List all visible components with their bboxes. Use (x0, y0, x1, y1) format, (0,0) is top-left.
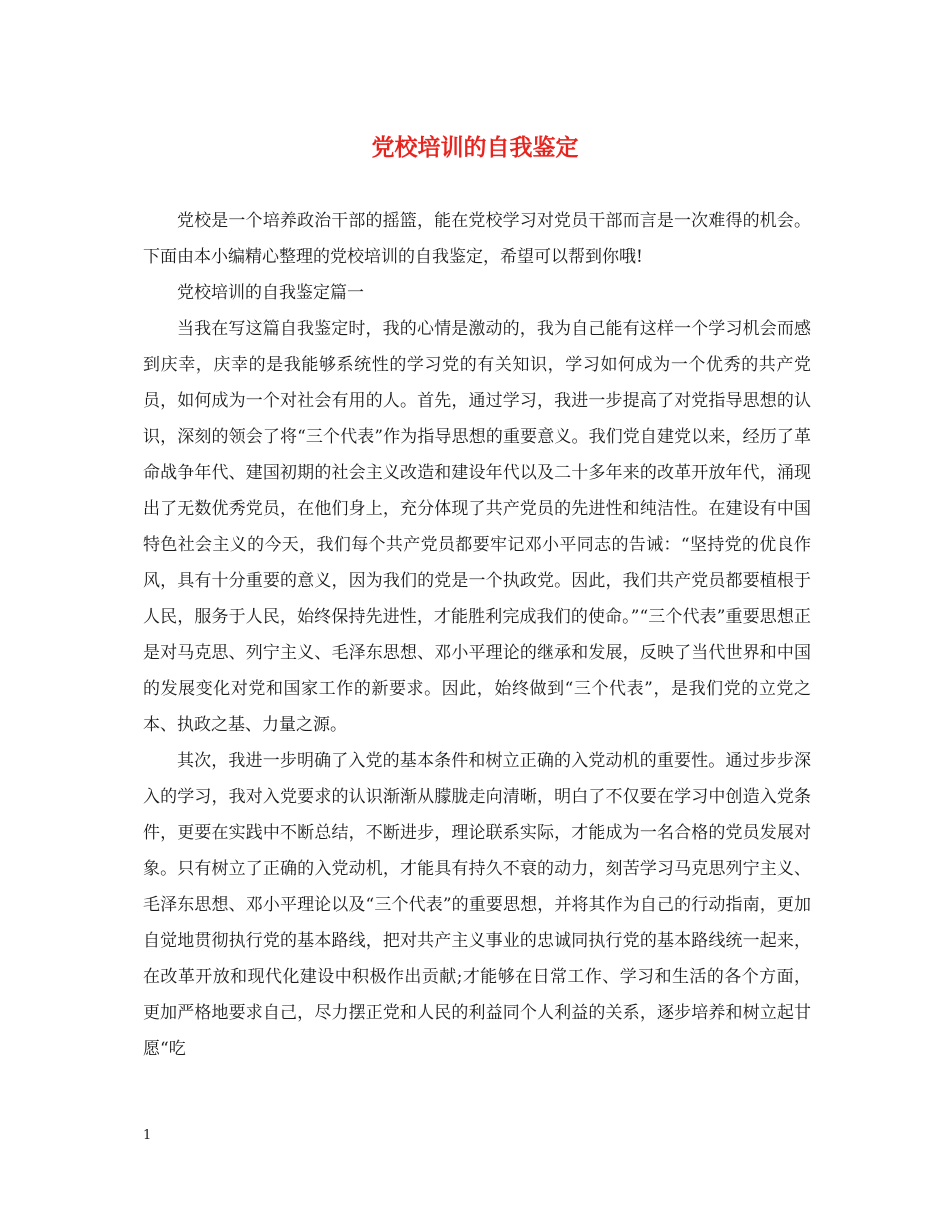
document-title: 党校培训的自我鉴定 (371, 134, 579, 161)
body-paragraph: 其次，我进一步明确了入党的基本条件和树立正确的入党动机的重要性。通过步步深入的学习，我对入党要求的认识渐渐从朦胧走向清晰，明白了不仅要在学习中创造入党条件，更要在实践中不断总结，不断进步，理论联系实际，才能成为一名合格的党员发展对象。只有树立了正确的入党动机，才能具有持久不衰的动力，刻苦学习马克思列宁主义、毛泽东思想、邓小平理论以及“三个代表”的重要思想，并将其作为自己的行动指南，更加自觉地贯彻执行党的基本路线，把对共产主义事业的忠诚同执行党的基本路线统一起来，在改革开放和现代化建设中积极作出贡献;才能够在日常工作、学习和生活的各个方面，更加严格地要求自己，尽力摆正党和人民的利益同个人利益的关系，逐步培养和树立起甘愿“吃 (143, 751, 811, 1059)
intro-paragraph: 党校是一个培养政治干部的摇篮，能在党校学习对党员干部而言是一次难得的机会。下面由本小编精心整理的党校培训的自我鉴定，希望可以帮到你哦! (143, 211, 811, 267)
page-number: 1 (143, 1128, 152, 1143)
body-paragraph: 当我在写这篇自我鉴定时，我的心情是激动的，我为自己能有这样一个学习机会而感到庆幸，庆幸的是我能够系统性的学习党的有关知识，学习如何成为一个优秀的共产党员，如何成为一个对社会有用的人。首先，通过学习，我进一步提高了对党指导思想的认识，深刻的领会了将“三个代表”作为指导思想的重要意义。我们党自建党以来，经历了革命战争年代、建国初期的社会主义改造和建设年代以及二十多年来的改革开放年代，涌现出了无数优秀党员，在他们身上，充分体现了共产党员的先进性和纯洁性。在建设有中国特色社会主义的今天，我们每个共产党员都要牢记邓小平同志的告诫：“坚持党的优良作风，具有十分重要的意义，因为我们的党是一个执政党。因此，我们共产党员都要植根于人民，服务于人民，始终保持先进性，才能胜利完成我们的使命。”“三个代表”重要思想正是对马克思、列宁主义、毛泽东思想、邓小平理论的继承和发展，反映了当代世界和中国的发展变化对党和国家工作的新要求。因此，始终做到“三个代表”，是我们党的立党之本、执政之基、力量之源。 (143, 319, 811, 735)
section-heading: 党校培训的自我鉴定篇一 (177, 283, 364, 303)
document-body (143, 203, 811, 1067)
